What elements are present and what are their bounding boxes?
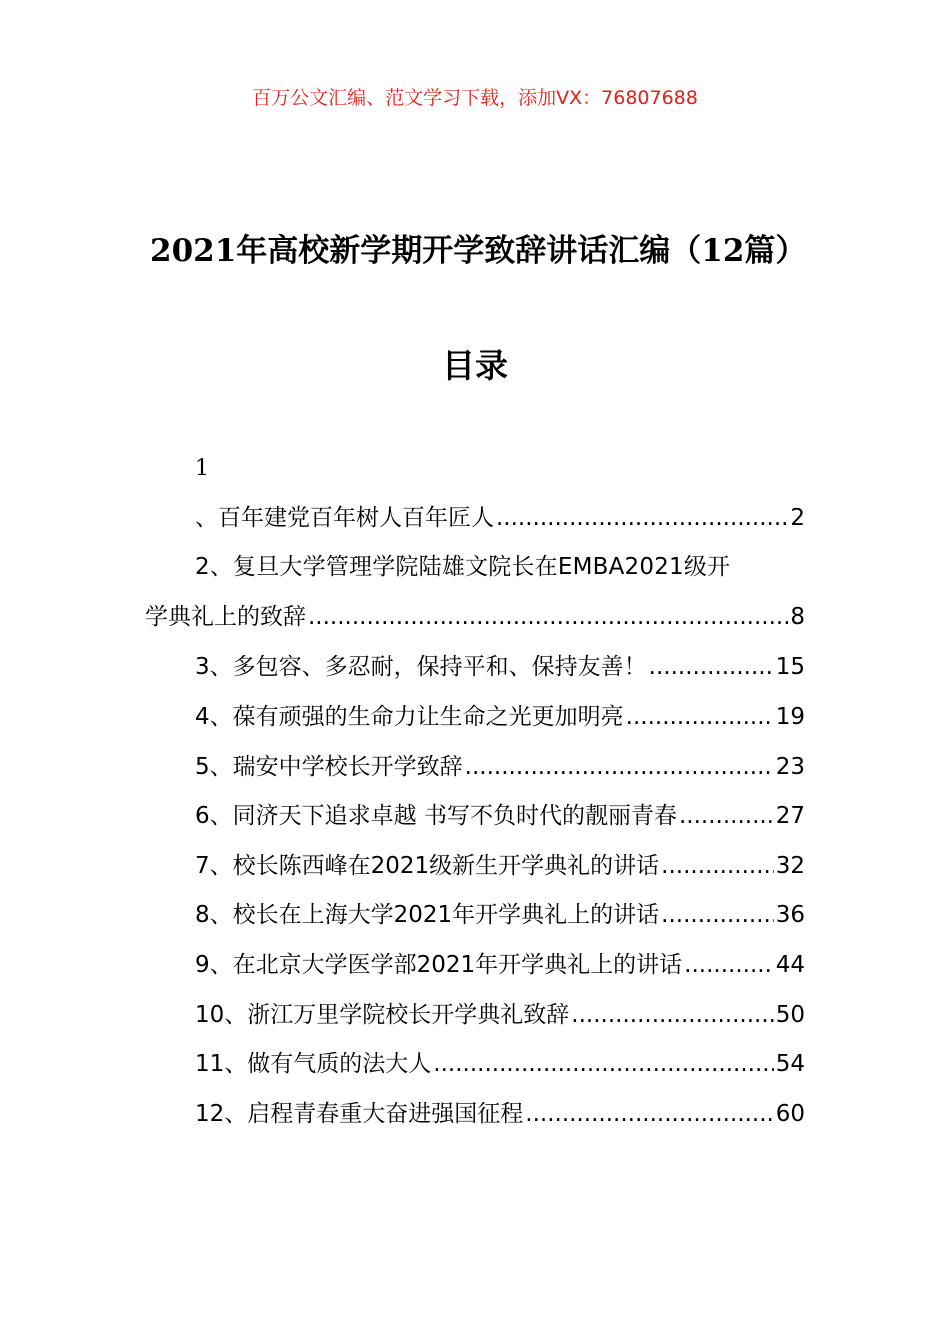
toc-leader: [433, 1046, 773, 1082]
toc-entry-4[interactable]: [195, 699, 805, 735]
toc-entry-title: 3、多包容、多忍耐，保持平和、保持友善！: [195, 654, 647, 680]
toc-leader: [465, 749, 774, 785]
toc-entry-12[interactable]: [195, 1096, 805, 1132]
toc-entry-title: 6、同济天下追求卓越 书写不负时代的靓丽青春: [195, 803, 677, 829]
toc-entry-title: 10、浙江万里学院校长开学典礼致辞: [195, 1002, 570, 1028]
document-title: 2021年高校新学期开学致辞讲话汇编（12篇）: [150, 233, 807, 269]
toc-leader: [571, 997, 773, 1033]
toc-leader: [684, 947, 774, 983]
toc-leader: [679, 798, 774, 834]
toc-entry-page: 15: [775, 654, 805, 680]
toc-entry-page: 2: [790, 505, 805, 531]
toc-entry-page: 50: [775, 1002, 805, 1028]
toc-entry-3[interactable]: [195, 649, 805, 685]
toc-entry-title: 4、葆有顽强的生命力让生命之光更加明亮: [195, 704, 624, 730]
toc-entry-8[interactable]: [195, 897, 805, 933]
toc-entry-1[interactable]: [195, 500, 805, 536]
toc-entry-9[interactable]: [195, 947, 805, 983]
toc-leader: [626, 699, 774, 735]
toc-first-number: 1: [195, 456, 209, 481]
toc-entry-title: 11、做有气质的法大人: [195, 1051, 432, 1077]
toc-entry-2-line1[interactable]: 2、复旦大学管理学院陆雄文院长在EMBA2021级开: [195, 554, 731, 580]
toc-entry-6[interactable]: [195, 798, 805, 834]
toc-entry-title: 、百年建党百年树人百年匠人: [195, 505, 494, 531]
toc-entry-7[interactable]: [195, 848, 805, 884]
toc-entry-11[interactable]: [195, 1046, 805, 1082]
toc-entry-page: 8: [790, 604, 805, 630]
toc-entry-10[interactable]: [195, 997, 805, 1033]
toc-leader: [661, 848, 774, 884]
toc-entry-page: 54: [775, 1051, 805, 1077]
toc-entry-page: 60: [775, 1101, 805, 1127]
toc-entry-2[interactable]: [145, 599, 805, 635]
toc-entry-page: 44: [775, 952, 805, 978]
toc-leader: [525, 1096, 773, 1132]
toc-entry-title: 学典礼上的致辞: [145, 604, 306, 630]
toc-entry-title: 12、启程青春重大奋进强国征程: [195, 1101, 524, 1127]
toc-entry-page: 19: [775, 704, 805, 730]
toc-entry-title: 9、在北京大学医学部2021年开学典礼上的讲话: [195, 952, 683, 978]
toc-leader: [308, 599, 788, 635]
toc-entry-title: 7、校长陈西峰在2021级新生开学典礼的讲话: [195, 853, 660, 879]
toc-entry-5[interactable]: [195, 749, 805, 785]
toc-entry-page: 32: [775, 853, 805, 879]
header-promo-note: 百万公文汇编、范文学习下载，添加VX：76807688: [252, 87, 698, 109]
toc-entry-title: 5、瑞安中学校长开学致辞: [195, 754, 463, 780]
toc-entry-page: 27: [775, 803, 805, 829]
toc-leader: [649, 649, 774, 685]
toc-entry-page: 23: [775, 754, 805, 780]
toc-leader: [496, 500, 788, 536]
toc-leader: [661, 897, 774, 933]
toc-entry-page: 36: [775, 902, 805, 928]
toc-entry-title: 8、校长在上海大学2021年开学典礼上的讲话: [195, 902, 660, 928]
toc-heading: 目录: [442, 346, 508, 385]
